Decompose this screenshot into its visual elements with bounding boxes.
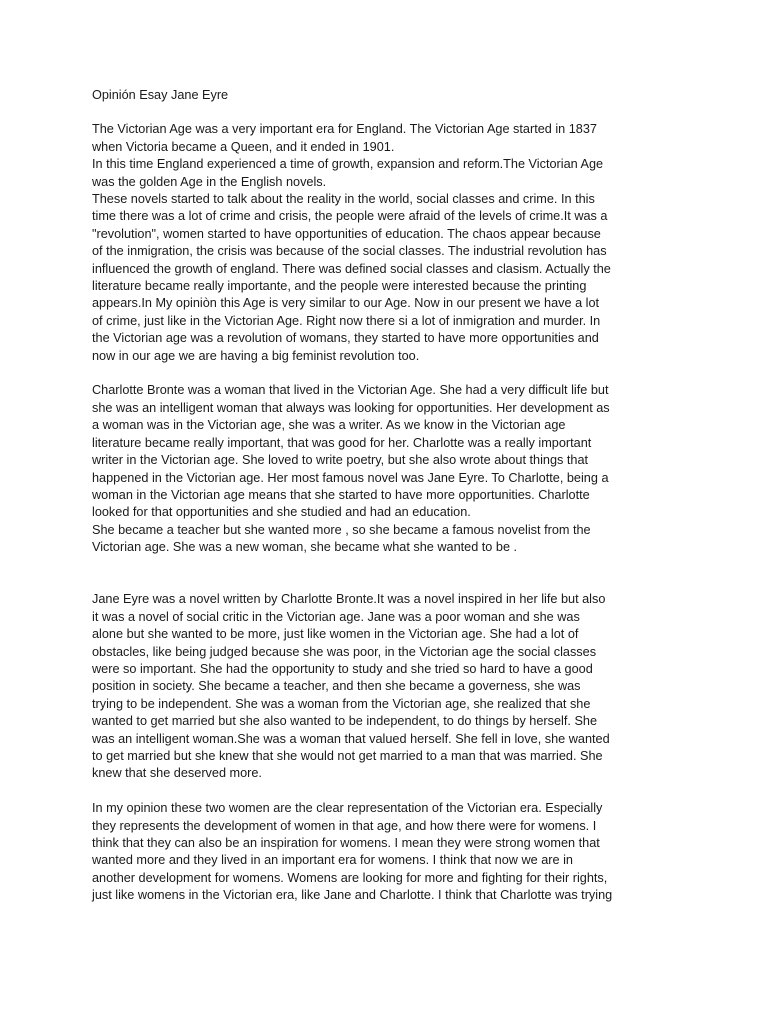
text-line: she was an intelligent woman that always was looking for opportunities. Her development as: [92, 400, 610, 415]
text-line: of crime, just like in the Victorian Age. Right now there si a lot of inmigration and murder. In: [92, 313, 601, 328]
text-line: of the inmigration, the crisis was because of the social classes. The industrial revolution has: [92, 244, 607, 259]
paragraph-spacer: [92, 557, 692, 592]
text-line: a woman was in the Victorian age, she was a writer. As we know in the Victorian age: [92, 418, 566, 433]
text-line: Charlotte Bronte was a woman that lived in the Victorian Age. She had a very difficult life but: [92, 383, 609, 398]
text-line: In my opinion these two women are the clear representation of the Victorian era. Especially: [92, 801, 603, 816]
paragraph-1: [92, 121, 692, 365]
text-line: "revolution", women started to have opportunities of education. The chaos appear because: [92, 226, 601, 241]
text-line: the Victorian age was a revolution of womans, they started to have more opportunities and: [92, 331, 599, 346]
paragraph-spacer: [92, 783, 692, 800]
text-line: just like womens in the Victorian era, like Jane and Charlotte. I think that Charlotte was trying: [92, 888, 613, 903]
text-line: they represents the development of women in that age, and how there were for womens. I: [92, 818, 597, 833]
text-line: it was a novel of social critic in the Victorian age. Jane was a poor woman and she was: [92, 609, 580, 624]
text-line: The Victorian Age was a very important era for England. The Victorian Age started in 1837: [92, 122, 597, 137]
text-line: These novels started to talk about the reality in the world, social classes and crime. In this: [92, 192, 595, 207]
text-line: wanted more and they lived in an important era for womens. I think that now we are in: [92, 853, 573, 868]
text-line: looked for that opportunities and she studied and had an education.: [92, 505, 471, 520]
text-line: literature became really importante, and the people were interested because the printing: [92, 279, 587, 294]
text-line: appears.In My opiniòn this Age is very similar to our Age. Now in our present we have a lot: [92, 296, 600, 311]
text-line: time there was a lot of crime and crisis, the people were afraid of the levels of crime.It was a: [92, 209, 608, 224]
text-line: Victorian age. She was a new woman, she became what she wanted to be .: [92, 540, 518, 555]
document-title: Opinión Esay Jane Eyre: [92, 88, 229, 102]
paragraph-3: [92, 591, 692, 782]
text-line: obstacles, like being judged because she was poor, in the Victorian age the social classes: [92, 644, 597, 659]
text-line: knew that she deserved more.: [92, 766, 262, 781]
document-body: [92, 87, 692, 905]
text-line: was an intelligent woman.She was a woman that valued herself. She fell in love, she wanted: [92, 731, 610, 746]
paragraph-4: [92, 800, 692, 904]
text-line: think that they can also be an inspiration for womens. I mean they were strong women that: [92, 836, 600, 851]
paragraph-spacer: [92, 365, 692, 382]
text-line: happened in the Victorian age. Her most famous novel was Jane Eyre. To Charlotte, being a: [92, 470, 609, 485]
text-line: In this time England experienced a time of growth, expansion and reform.The Victorian Age: [92, 157, 604, 172]
text-line: trying to be independent. She was a woman from the Victorian age, she realized that she: [92, 696, 591, 711]
text-line: were so important. She had the opportunity to study and she tried so hard to have a good: [92, 661, 593, 676]
text-line: another development for womens. Womens are looking for more and fighting for their rights,: [92, 870, 608, 885]
text-line: woman in the Victorian age means that she started to have more opportunities. Charlotte: [92, 487, 590, 502]
text-line: to get married but she knew that she would not get married to a man that was married. She: [92, 749, 603, 763]
text-line: Jane Eyre was a novel written by Charlotte Bronte.It was a novel inspired in her life but also: [92, 592, 606, 607]
text-line: when Victoria became a Queen, and it ended in 1901.: [92, 139, 395, 154]
text-line: She became a teacher but she wanted more , so she became a famous novelist from the: [92, 522, 591, 537]
text-line: alone but she wanted to be more, just like women in the Victorian age. She had a lot of: [92, 627, 579, 642]
text-line: writer in the Victorian age. She loved to write poetry, but she also wrote about things that: [92, 453, 589, 468]
text-line: literature became really important, that was good for her. Charlotte was a really important: [92, 435, 592, 450]
text-line: position in society. She became a teacher, and then she became a governess, she was: [92, 679, 581, 694]
text-line: influenced the growth of england. There was defined social classes and clasism. Actually the: [92, 261, 611, 276]
text-line: was the golden Age in the English novels.: [92, 174, 327, 189]
text-line: wanted to get married but she also wanted to be independent, to do things by herself. She: [92, 714, 598, 729]
text-line: now in our age we are having a big feminist revolution too.: [92, 348, 420, 363]
paragraph-2: [92, 382, 692, 556]
